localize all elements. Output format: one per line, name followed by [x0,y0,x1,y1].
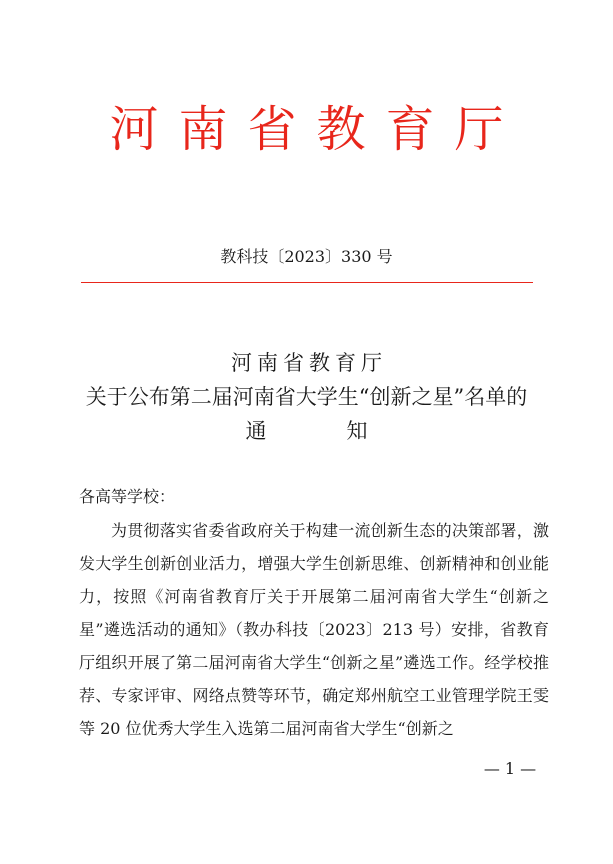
document-title [0,346,613,448]
title-subject: 关于公布第二届河南省大学生“创新之星”名单的 [85,385,528,409]
red-divider-line [81,282,533,283]
document-number: 教科技〔2023〕330 号 [220,247,393,266]
title-org: 河南省教育厅 [231,351,387,375]
title-doc-type: 通知 [245,419,448,443]
body-paragraph: 为贯彻落实省委省政府关于构建一流创新生态的决策部署，激发大学生创新创业活力，增强大学生创新思维、创新精神和创业能力，按照《河南省教育厅关于开展第二届河南省大学生“创新之星”遴选活动的通知》（教办科技〔2023〕213 号）安排，省教育厅组织开展了第二届河南省大学生“创新之星”遴选工作。经学校推荐、专家评审、网络点赞等环节，确定郑州航空工业管理学院王雯等 20 位优秀大学生入选第二届河南省大学生“创新之 [79,521,549,738]
masthead-org-name: 河南省教育厅 [109,101,524,158]
page-number: — 1 — [483,759,537,778]
salutation: 各高等学校： [79,487,176,506]
